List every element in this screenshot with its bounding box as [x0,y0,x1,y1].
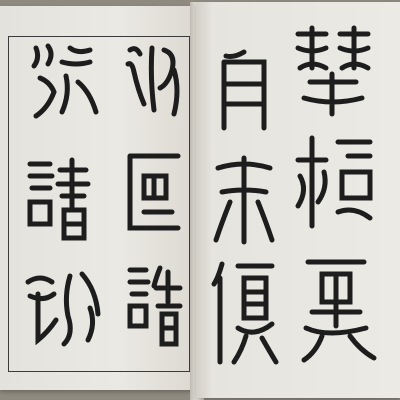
seal-glyph-l2c2 [24,156,104,242]
open-book [0,2,400,400]
seal-glyph-l2c3 [20,268,106,348]
seal-glyph-l1c3 [124,262,186,352]
seal-glyph-l1c2 [124,150,184,234]
seal-glyph-r2c1 [212,48,276,136]
right-page [196,2,400,398]
seal-glyph-r1c3 [292,254,380,364]
left-page [0,6,196,390]
seal-glyph-r1c1 [290,24,376,120]
seal-glyph-r1c2 [292,132,376,232]
seal-glyph-r2c3 [208,258,280,368]
seal-glyph-l2c1 [26,42,106,122]
seal-glyph-l1c1 [122,40,186,124]
seal-glyph-r2c2 [210,152,278,248]
